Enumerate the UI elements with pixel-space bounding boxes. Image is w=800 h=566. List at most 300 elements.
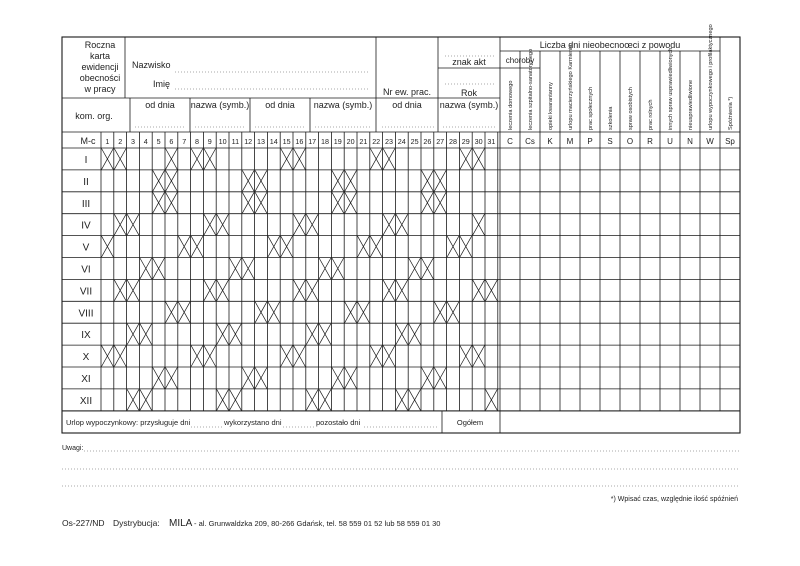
day-cell[interactable]	[357, 323, 370, 345]
absence-cell[interactable]	[660, 323, 680, 345]
absence-cell[interactable]	[560, 170, 580, 192]
day-cell[interactable]	[139, 170, 152, 192]
day-cell[interactable]	[357, 389, 370, 411]
absence-cell[interactable]	[720, 389, 740, 411]
day-cell[interactable]	[370, 279, 383, 301]
absence-cell[interactable]	[580, 389, 600, 411]
day-cell[interactable]	[472, 367, 485, 389]
absence-cell[interactable]	[560, 192, 580, 214]
day-cell[interactable]	[357, 148, 370, 170]
day-cell[interactable]	[472, 170, 485, 192]
absence-cell[interactable]	[540, 236, 560, 258]
day-cell[interactable]	[434, 345, 447, 367]
absence-cell[interactable]	[560, 301, 580, 323]
day-cell[interactable]	[152, 323, 165, 345]
absence-cell[interactable]	[680, 389, 700, 411]
absence-cell[interactable]	[500, 236, 520, 258]
day-cell[interactable]	[280, 279, 293, 301]
day-cell[interactable]	[485, 301, 498, 323]
absence-cell[interactable]	[540, 148, 560, 170]
day-cell[interactable]	[203, 301, 216, 323]
day-cell[interactable]	[408, 236, 421, 258]
day-cell[interactable]	[101, 301, 114, 323]
day-cell[interactable]	[178, 192, 191, 214]
day-cell[interactable]	[395, 148, 408, 170]
absence-cell[interactable]	[540, 345, 560, 367]
day-cell[interactable]	[306, 192, 319, 214]
day-cell[interactable]	[203, 389, 216, 411]
day-cell[interactable]	[331, 214, 344, 236]
day-cell[interactable]	[191, 279, 204, 301]
absence-cell[interactable]	[720, 258, 740, 280]
absence-cell[interactable]	[680, 323, 700, 345]
day-cell[interactable]	[165, 279, 178, 301]
absence-cell[interactable]	[500, 148, 520, 170]
absence-cell[interactable]	[700, 301, 720, 323]
day-cell[interactable]	[370, 170, 383, 192]
absence-cell[interactable]	[680, 258, 700, 280]
day-cell[interactable]	[152, 345, 165, 367]
day-cell[interactable]	[357, 192, 370, 214]
day-cell[interactable]	[319, 192, 332, 214]
day-cell[interactable]	[178, 258, 191, 280]
day-cell[interactable]	[114, 170, 127, 192]
day-cell[interactable]	[293, 389, 306, 411]
absence-cell[interactable]	[720, 170, 740, 192]
absence-cell[interactable]	[560, 236, 580, 258]
absence-cell[interactable]	[600, 279, 620, 301]
day-cell[interactable]	[101, 367, 114, 389]
absence-cell[interactable]	[700, 192, 720, 214]
day-cell[interactable]	[357, 258, 370, 280]
day-cell[interactable]	[485, 345, 498, 367]
day-cell[interactable]	[280, 323, 293, 345]
absence-cell[interactable]	[520, 367, 540, 389]
absence-cell[interactable]	[600, 389, 620, 411]
absence-cell[interactable]	[640, 192, 660, 214]
absence-cell[interactable]	[660, 236, 680, 258]
absence-cell[interactable]	[700, 214, 720, 236]
day-cell[interactable]	[191, 214, 204, 236]
day-cell[interactable]	[178, 214, 191, 236]
day-cell[interactable]	[152, 148, 165, 170]
absence-cell[interactable]	[600, 367, 620, 389]
day-cell[interactable]	[255, 345, 268, 367]
day-cell[interactable]	[267, 192, 280, 214]
day-cell[interactable]	[447, 148, 460, 170]
day-cell[interactable]	[447, 192, 460, 214]
day-cell[interactable]	[255, 279, 268, 301]
absence-cell[interactable]	[580, 367, 600, 389]
day-cell[interactable]	[127, 192, 140, 214]
day-cell[interactable]	[216, 192, 229, 214]
absence-cell[interactable]	[720, 192, 740, 214]
day-cell[interactable]	[255, 236, 268, 258]
absence-cell[interactable]	[640, 258, 660, 280]
absence-cell[interactable]	[560, 148, 580, 170]
absence-cell[interactable]	[540, 301, 560, 323]
absence-cell[interactable]	[620, 367, 640, 389]
day-cell[interactable]	[267, 323, 280, 345]
day-cell[interactable]	[101, 323, 114, 345]
absence-cell[interactable]	[580, 323, 600, 345]
absence-cell[interactable]	[720, 279, 740, 301]
absence-cell[interactable]	[640, 279, 660, 301]
day-cell[interactable]	[421, 148, 434, 170]
day-cell[interactable]	[101, 170, 114, 192]
day-cell[interactable]	[139, 236, 152, 258]
day-cell[interactable]	[344, 148, 357, 170]
day-cell[interactable]	[242, 301, 255, 323]
day-cell[interactable]	[293, 170, 306, 192]
day-cell[interactable]	[242, 345, 255, 367]
absence-cell[interactable]	[700, 236, 720, 258]
absence-cell[interactable]	[700, 345, 720, 367]
day-cell[interactable]	[178, 148, 191, 170]
day-cell[interactable]	[447, 345, 460, 367]
absence-cell[interactable]	[720, 301, 740, 323]
absence-cell[interactable]	[500, 367, 520, 389]
day-cell[interactable]	[344, 236, 357, 258]
day-cell[interactable]	[408, 192, 421, 214]
day-cell[interactable]	[485, 214, 498, 236]
absence-cell[interactable]	[500, 192, 520, 214]
day-cell[interactable]	[485, 170, 498, 192]
day-cell[interactable]	[267, 214, 280, 236]
day-cell[interactable]	[370, 192, 383, 214]
day-cell[interactable]	[229, 148, 242, 170]
absence-cell[interactable]	[600, 148, 620, 170]
absence-cell[interactable]	[720, 323, 740, 345]
absence-cell[interactable]	[540, 323, 560, 345]
day-cell[interactable]	[344, 323, 357, 345]
absence-cell[interactable]	[620, 345, 640, 367]
day-cell[interactable]	[101, 389, 114, 411]
absence-cell[interactable]	[520, 389, 540, 411]
day-cell[interactable]	[127, 258, 140, 280]
absence-cell[interactable]	[620, 279, 640, 301]
day-cell[interactable]	[447, 170, 460, 192]
day-cell[interactable]	[114, 367, 127, 389]
day-cell[interactable]	[101, 214, 114, 236]
day-cell[interactable]	[383, 170, 396, 192]
day-cell[interactable]	[331, 301, 344, 323]
day-cell[interactable]	[267, 345, 280, 367]
absence-cell[interactable]	[560, 214, 580, 236]
day-cell[interactable]	[152, 214, 165, 236]
absence-cell[interactable]	[580, 192, 600, 214]
day-cell[interactable]	[344, 279, 357, 301]
day-cell[interactable]	[139, 301, 152, 323]
day-cell[interactable]	[395, 258, 408, 280]
day-cell[interactable]	[178, 279, 191, 301]
day-cell[interactable]	[408, 367, 421, 389]
absence-cell[interactable]	[580, 214, 600, 236]
day-cell[interactable]	[434, 258, 447, 280]
day-cell[interactable]	[472, 236, 485, 258]
day-cell[interactable]	[255, 148, 268, 170]
day-cell[interactable]	[242, 323, 255, 345]
day-cell[interactable]	[459, 214, 472, 236]
day-cell[interactable]	[383, 389, 396, 411]
day-cell[interactable]	[242, 148, 255, 170]
absence-cell[interactable]	[560, 367, 580, 389]
day-cell[interactable]	[421, 301, 434, 323]
day-cell[interactable]	[357, 214, 370, 236]
day-cell[interactable]	[216, 367, 229, 389]
day-cell[interactable]	[255, 214, 268, 236]
day-cell[interactable]	[267, 258, 280, 280]
absence-cell[interactable]	[640, 301, 660, 323]
absence-cell[interactable]	[560, 345, 580, 367]
day-cell[interactable]	[101, 279, 114, 301]
day-cell[interactable]	[447, 389, 460, 411]
day-cell[interactable]	[165, 236, 178, 258]
day-cell[interactable]	[434, 323, 447, 345]
absence-cell[interactable]	[520, 345, 540, 367]
day-cell[interactable]	[203, 236, 216, 258]
day-cell[interactable]	[203, 323, 216, 345]
day-cell[interactable]	[242, 279, 255, 301]
absence-cell[interactable]	[560, 323, 580, 345]
absence-cell[interactable]	[720, 214, 740, 236]
absence-cell[interactable]	[600, 236, 620, 258]
day-cell[interactable]	[165, 258, 178, 280]
day-cell[interactable]	[408, 345, 421, 367]
absence-cell[interactable]	[720, 345, 740, 367]
day-cell[interactable]	[395, 236, 408, 258]
day-cell[interactable]	[408, 148, 421, 170]
absence-cell[interactable]	[680, 170, 700, 192]
day-cell[interactable]	[395, 192, 408, 214]
day-cell[interactable]	[447, 279, 460, 301]
absence-cell[interactable]	[680, 345, 700, 367]
day-cell[interactable]	[459, 170, 472, 192]
day-cell[interactable]	[280, 301, 293, 323]
absence-cell[interactable]	[720, 148, 740, 170]
absence-cell[interactable]	[540, 389, 560, 411]
day-cell[interactable]	[306, 301, 319, 323]
day-cell[interactable]	[216, 148, 229, 170]
day-cell[interactable]	[319, 170, 332, 192]
day-cell[interactable]	[267, 279, 280, 301]
absence-cell[interactable]	[620, 301, 640, 323]
day-cell[interactable]	[267, 148, 280, 170]
day-cell[interactable]	[421, 323, 434, 345]
day-cell[interactable]	[485, 236, 498, 258]
day-cell[interactable]	[306, 345, 319, 367]
day-cell[interactable]	[293, 367, 306, 389]
day-cell[interactable]	[472, 192, 485, 214]
absence-cell[interactable]	[540, 279, 560, 301]
absence-cell[interactable]	[580, 170, 600, 192]
day-cell[interactable]	[459, 279, 472, 301]
day-cell[interactable]	[216, 236, 229, 258]
day-cell[interactable]	[191, 258, 204, 280]
day-cell[interactable]	[319, 367, 332, 389]
day-cell[interactable]	[434, 148, 447, 170]
day-cell[interactable]	[447, 214, 460, 236]
absence-cell[interactable]	[720, 367, 740, 389]
day-cell[interactable]	[408, 279, 421, 301]
absence-cell[interactable]	[600, 192, 620, 214]
day-cell[interactable]	[306, 148, 319, 170]
absence-cell[interactable]	[500, 279, 520, 301]
absence-cell[interactable]	[680, 236, 700, 258]
absence-cell[interactable]	[700, 148, 720, 170]
day-cell[interactable]	[434, 389, 447, 411]
absence-cell[interactable]	[560, 258, 580, 280]
day-cell[interactable]	[344, 214, 357, 236]
absence-cell[interactable]	[600, 170, 620, 192]
absence-cell[interactable]	[580, 148, 600, 170]
day-cell[interactable]	[370, 214, 383, 236]
absence-cell[interactable]	[660, 192, 680, 214]
absence-cell[interactable]	[580, 279, 600, 301]
day-cell[interactable]	[434, 279, 447, 301]
day-cell[interactable]	[139, 192, 152, 214]
day-cell[interactable]	[472, 389, 485, 411]
day-cell[interactable]	[255, 323, 268, 345]
day-cell[interactable]	[472, 301, 485, 323]
day-cell[interactable]	[114, 258, 127, 280]
day-cell[interactable]	[485, 367, 498, 389]
absence-cell[interactable]	[600, 301, 620, 323]
day-cell[interactable]	[242, 389, 255, 411]
day-cell[interactable]	[331, 279, 344, 301]
day-cell[interactable]	[267, 389, 280, 411]
absence-cell[interactable]	[660, 345, 680, 367]
day-cell[interactable]	[191, 367, 204, 389]
absence-cell[interactable]	[540, 258, 560, 280]
absence-cell[interactable]	[520, 301, 540, 323]
absence-cell[interactable]	[660, 148, 680, 170]
day-cell[interactable]	[459, 323, 472, 345]
day-cell[interactable]	[216, 170, 229, 192]
day-cell[interactable]	[165, 389, 178, 411]
absence-cell[interactable]	[620, 214, 640, 236]
day-cell[interactable]	[383, 367, 396, 389]
absence-cell[interactable]	[680, 214, 700, 236]
day-cell[interactable]	[229, 214, 242, 236]
day-cell[interactable]	[229, 279, 242, 301]
day-cell[interactable]	[139, 148, 152, 170]
day-cell[interactable]	[459, 301, 472, 323]
absence-cell[interactable]	[500, 170, 520, 192]
day-cell[interactable]	[191, 389, 204, 411]
absence-cell[interactable]	[640, 345, 660, 367]
day-cell[interactable]	[127, 345, 140, 367]
day-cell[interactable]	[114, 236, 127, 258]
day-cell[interactable]	[447, 367, 460, 389]
absence-cell[interactable]	[680, 367, 700, 389]
day-cell[interactable]	[229, 236, 242, 258]
absence-cell[interactable]	[700, 279, 720, 301]
day-cell[interactable]	[127, 301, 140, 323]
absence-cell[interactable]	[520, 258, 540, 280]
day-cell[interactable]	[459, 367, 472, 389]
absence-cell[interactable]	[580, 345, 600, 367]
day-cell[interactable]	[344, 345, 357, 367]
day-cell[interactable]	[395, 367, 408, 389]
day-cell[interactable]	[357, 279, 370, 301]
absence-cell[interactable]	[640, 148, 660, 170]
day-cell[interactable]	[306, 236, 319, 258]
day-cell[interactable]	[357, 170, 370, 192]
absence-cell[interactable]	[500, 301, 520, 323]
day-cell[interactable]	[447, 258, 460, 280]
day-cell[interactable]	[152, 279, 165, 301]
day-cell[interactable]	[139, 279, 152, 301]
day-cell[interactable]	[229, 192, 242, 214]
absence-cell[interactable]	[660, 279, 680, 301]
day-cell[interactable]	[280, 258, 293, 280]
absence-cell[interactable]	[640, 323, 660, 345]
day-cell[interactable]	[127, 236, 140, 258]
absence-cell[interactable]	[660, 170, 680, 192]
day-cell[interactable]	[165, 214, 178, 236]
day-cell[interactable]	[370, 258, 383, 280]
absence-cell[interactable]	[600, 258, 620, 280]
day-cell[interactable]	[114, 301, 127, 323]
day-cell[interactable]	[255, 389, 268, 411]
day-cell[interactable]	[485, 258, 498, 280]
day-cell[interactable]	[255, 258, 268, 280]
absence-cell[interactable]	[640, 170, 660, 192]
imie-field[interactable]	[175, 77, 371, 91]
day-cell[interactable]	[370, 301, 383, 323]
day-cell[interactable]	[280, 367, 293, 389]
day-cell[interactable]	[114, 323, 127, 345]
absence-cell[interactable]	[680, 192, 700, 214]
day-cell[interactable]	[344, 258, 357, 280]
absence-cell[interactable]	[520, 279, 540, 301]
day-cell[interactable]	[370, 323, 383, 345]
day-cell[interactable]	[319, 279, 332, 301]
day-cell[interactable]	[331, 345, 344, 367]
absence-cell[interactable]	[620, 258, 640, 280]
day-cell[interactable]	[395, 345, 408, 367]
absence-cell[interactable]	[720, 236, 740, 258]
day-cell[interactable]	[370, 389, 383, 411]
absence-cell[interactable]	[520, 323, 540, 345]
day-cell[interactable]	[203, 367, 216, 389]
day-cell[interactable]	[178, 389, 191, 411]
day-cell[interactable]	[319, 236, 332, 258]
day-cell[interactable]	[293, 236, 306, 258]
day-cell[interactable]	[357, 367, 370, 389]
day-cell[interactable]	[485, 148, 498, 170]
day-cell[interactable]	[408, 214, 421, 236]
day-cell[interactable]	[408, 170, 421, 192]
absence-cell[interactable]	[540, 192, 560, 214]
absence-cell[interactable]	[700, 367, 720, 389]
absence-cell[interactable]	[660, 389, 680, 411]
absence-cell[interactable]	[500, 214, 520, 236]
day-cell[interactable]	[383, 323, 396, 345]
day-cell[interactable]	[191, 323, 204, 345]
day-cell[interactable]	[165, 345, 178, 367]
absence-cell[interactable]	[520, 236, 540, 258]
absence-cell[interactable]	[500, 345, 520, 367]
day-cell[interactable]	[152, 301, 165, 323]
day-cell[interactable]	[370, 367, 383, 389]
absence-cell[interactable]	[580, 258, 600, 280]
day-cell[interactable]	[114, 192, 127, 214]
day-cell[interactable]	[216, 301, 229, 323]
day-cell[interactable]	[357, 345, 370, 367]
day-cell[interactable]	[383, 258, 396, 280]
